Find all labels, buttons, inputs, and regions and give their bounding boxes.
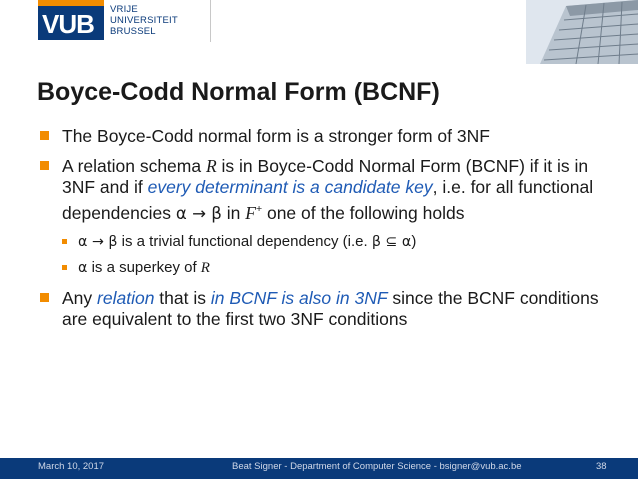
slide-header: [0, 0, 638, 50]
bullet-2: [40, 156, 610, 224]
sub-bullet-marker: [62, 265, 67, 270]
bullet-marker: [40, 293, 49, 302]
logo-line-3: BRUSSEL: [110, 26, 156, 37]
bullet-1: [40, 126, 610, 148]
bullet-2-text-a: A relation schema: [62, 155, 206, 176]
logo-mark-text: VUB: [42, 9, 94, 39]
logo-mark: [38, 6, 104, 40]
vub-logo: [38, 0, 210, 42]
bullet-3: [40, 288, 610, 331]
sub-bullet-1: [40, 232, 610, 252]
sub-bullet-marker: [62, 239, 67, 244]
logo-line-1: VRIJE: [110, 4, 138, 15]
sub-1-subset: β ⊆ α: [371, 233, 412, 250]
logo-wordmark: [110, 4, 178, 37]
slide-content: [40, 126, 610, 339]
bullet-3-text-a: Any: [62, 287, 98, 308]
sub-1-text-b: ): [411, 232, 417, 250]
footer-author: Beat Signer - Department of Computer Science - bsigner@vub.ac.be: [232, 461, 522, 472]
page-number: 38: [596, 461, 607, 472]
bullet-3-emphasis-2: in BCNF is also in 3NF: [210, 287, 388, 308]
footer-date: March 10, 2017: [38, 461, 105, 472]
sub-2-relation: R: [200, 259, 210, 276]
sub-bullet-2: [40, 258, 610, 278]
bullet-1-text: The Boyce-Codd normal form is a stronger form of 3NF: [62, 126, 490, 146]
relation-symbol: R: [205, 155, 217, 176]
slide-footer: [0, 458, 638, 479]
bullet-marker: [40, 131, 49, 140]
bullet-2-text-b: is in Boyce-Codd Normal Form (BCNF) if it is in 3NF and if: [62, 155, 589, 197]
dependency-symbol: α → β: [175, 203, 222, 223]
sub-2-alpha: α: [78, 259, 88, 276]
bullet-3-text-c: since the BCNF conditions are equivalent to the first two 3NF conditions: [62, 287, 599, 330]
bullet-2-text-c: , i.e. for all functional dependencies: [62, 177, 594, 223]
closure-plus: +: [255, 202, 263, 215]
slide-title: Boyce-Codd Normal Form (BCNF): [37, 78, 440, 106]
closure-symbol: F: [245, 202, 256, 223]
sub-2-text: is a superkey of: [87, 258, 201, 276]
logo-line-2: UNIVERSITEIT: [110, 15, 178, 26]
bullet-3-text-b: that is: [154, 287, 211, 308]
bullet-2-emphasis: every determinant is a candidate key: [147, 177, 433, 197]
bullet-2-text-e: one of the following holds: [262, 202, 465, 223]
sub-1-dependency: α → β: [78, 233, 118, 250]
sub-1-text-a: is a trivial functional dependency (i.e.: [117, 232, 372, 250]
bullet-marker: [40, 161, 49, 170]
building-image: [526, 0, 638, 64]
header-divider: [210, 0, 211, 42]
bullet-2-text-d: in: [221, 202, 246, 223]
bullet-3-emphasis-1: relation: [97, 287, 155, 308]
